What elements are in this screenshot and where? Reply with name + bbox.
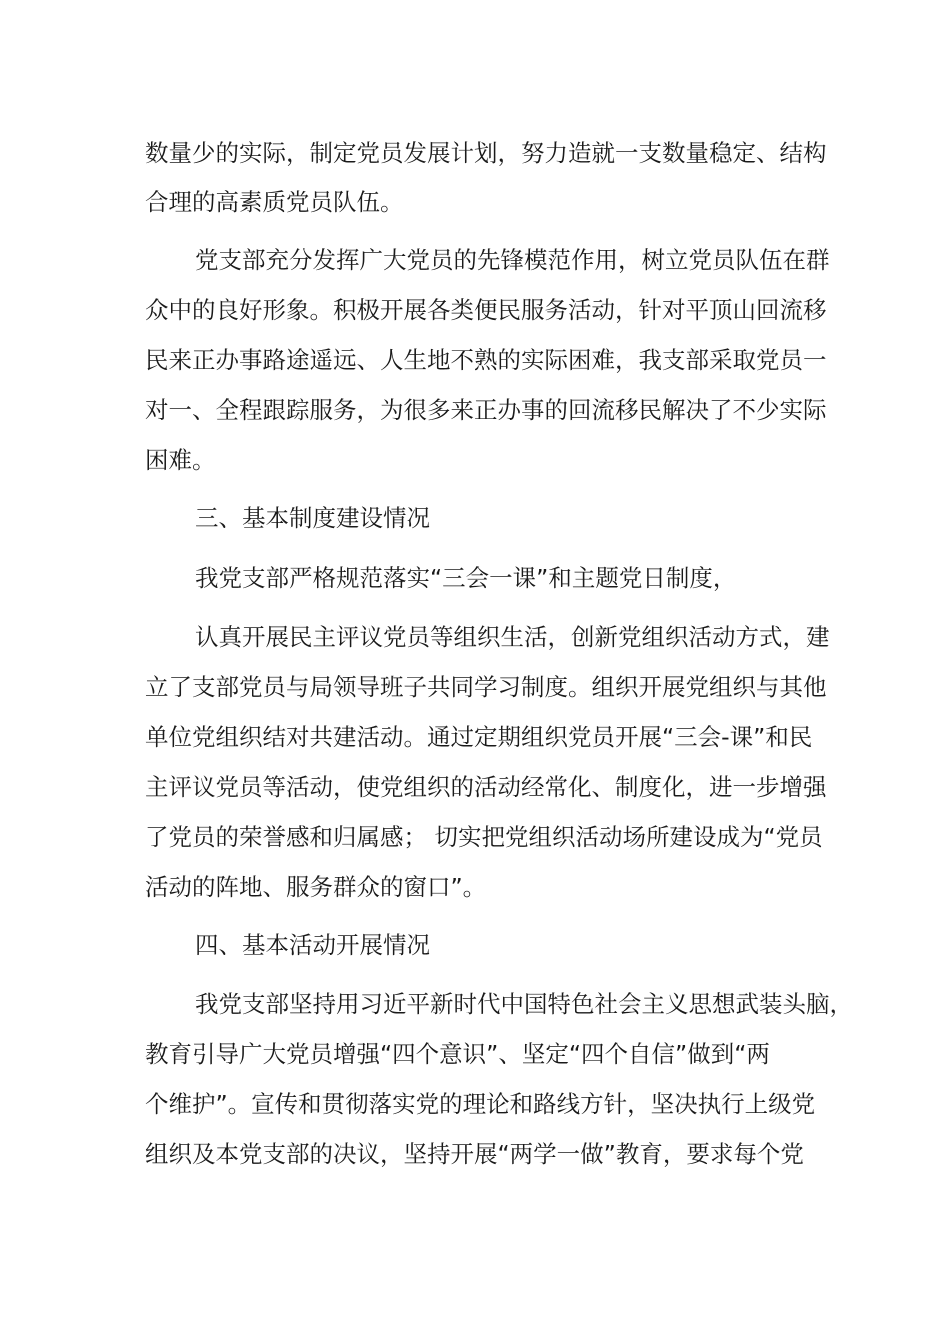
paragraph-start-line: 认真开展民主评议党员等组织生活，创新党组织活动方式，建 <box>195 623 830 651</box>
text-line: 单位党组织结对共建活动。通过定期组织党员开展“三会-课”和民 <box>145 723 813 751</box>
text-line: 组织及本党支部的决议，坚持开展“两学一做”教育，要求每个党 <box>145 1140 804 1168</box>
paragraph-start-line: 党支部充分发挥广大党员的先锋模范作用，树立党员队伍在群 <box>195 246 830 274</box>
section-heading: 三、基本制度建设情况 <box>195 504 430 532</box>
text-line: 了党员的荣誉感和归属感； 切实把党组织活动场所建设成为“党员 <box>145 823 823 851</box>
text-line: 众中的良好形象。积极开展各类便民服务活动，针对平顶山回流移 <box>145 296 827 324</box>
section-heading: 四、基本活动开展情况 <box>195 931 430 959</box>
text-line: 主评议党员等活动，使党组织的活动经常化、制度化，进一步增强 <box>145 773 827 801</box>
text-line: 民来正办事路途遥远、人生地不熟的实际困难，我支部采取党员一 <box>145 346 827 374</box>
text-line: 立了支部党员与局领导班子共同学习制度。组织开展党组织与其他 <box>145 673 827 701</box>
paragraph-start-line: 我党支部坚持用习近平新时代中国特色社会主义思想武装头脑， <box>195 990 853 1018</box>
text-line: 对一、全程跟踪服务，为很多来正办事的回流移民解决了不少实际 <box>145 396 827 424</box>
paragraph-start-line: 我党支部严格规范落实“三会一课”和主题党日制度， <box>195 564 737 592</box>
text-line: 活动的阵地、服务群众的窗口”。 <box>145 873 487 901</box>
text-line: 困难。 <box>145 446 216 474</box>
text-line: 合理的高素质党员队伍。 <box>145 188 404 216</box>
text-line: 教育引导广大党员增强“四个意识”、坚定“四个自信”做到“两 <box>145 1040 770 1068</box>
text-line: 数量少的实际，制定党员发展计划，努力造就一支数量稳定、结构 <box>145 139 827 167</box>
text-line: 个维护”。宣传和贯彻落实党的理论和路线方针，坚决执行上级党 <box>145 1090 816 1118</box>
